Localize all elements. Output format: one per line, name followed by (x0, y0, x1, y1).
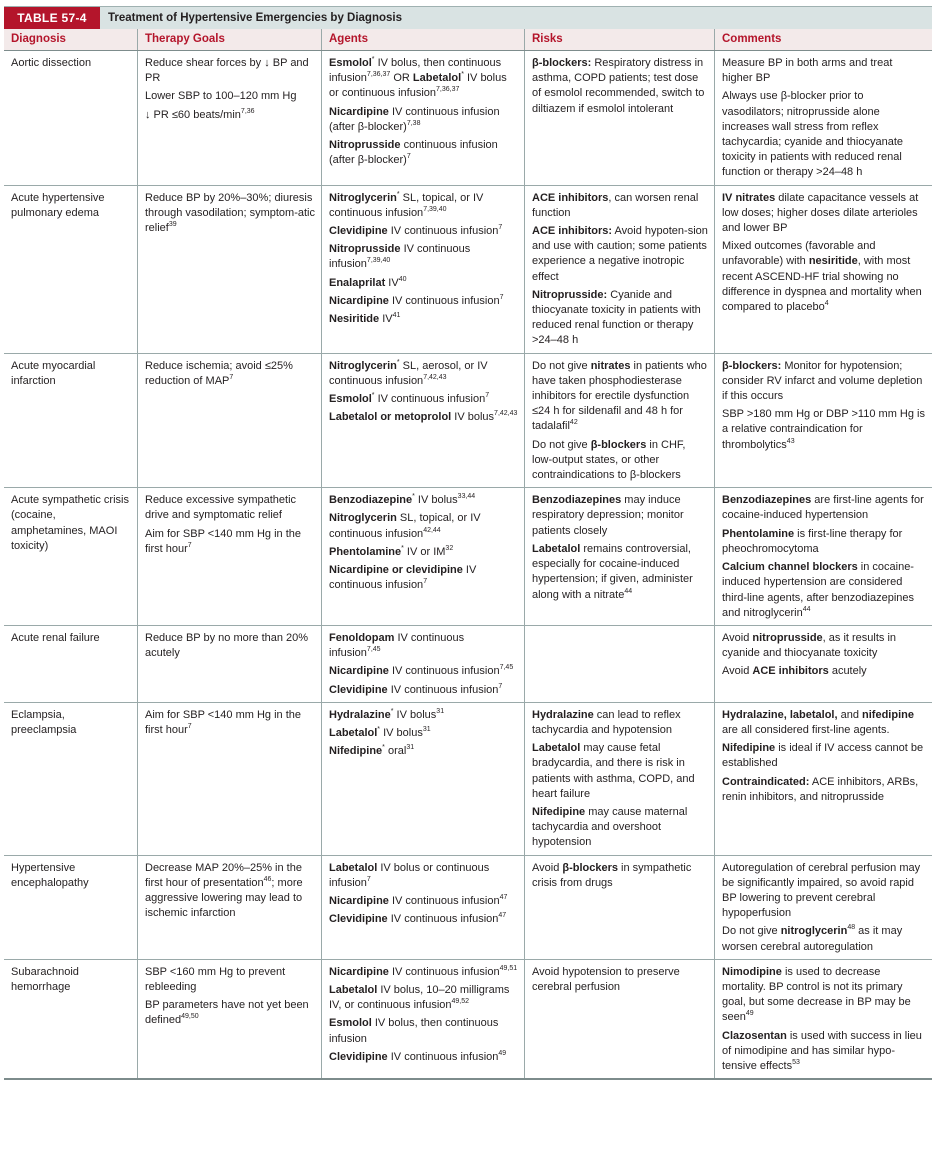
cell-paragraph: Clevidipine IV continuous infusion$^{49}$ (329, 1049, 507, 1063)
table-title-bar (4, 6, 932, 29)
cell-paragraph: Esmolol IV bolus, then continuous infusion (329, 1017, 499, 1045)
cell-paragraph: Avoid β-blockers in sympathetic crisis from drugs (532, 861, 692, 889)
cell-paragraph: Measure BP in both arms and treat higher BP (722, 57, 893, 85)
cell-paragraph: Clevidipine IV continuous infusion$^7$ (329, 682, 503, 696)
cell-paragraph: Nicardipine IV continuous infusion$^{49,51}$ (329, 964, 518, 978)
cell-paragraph: Labetalol may cause fetal bradycardia, and there is risk in patients with asthma, COPD, and heart failure (532, 742, 695, 800)
cell-paragraph: Nitroglycerin* SL, topical, or IV continuous infusion$^{7,39,40}$ (329, 190, 484, 219)
risks-cell (524, 51, 714, 185)
cell-paragraph: Do not give nitroglycerin$^{48}$ as it may worsen cerebral autoregulation (722, 924, 903, 953)
therapy-goals-cell (137, 354, 321, 488)
cell-paragraph: Reduce BP by 20%–30%; diuresis through vasodilation; symptom-atic relief$^{39}$ (145, 191, 315, 235)
cell-paragraph: Reduce ischemia; avoid ≤25% reduction of MAP$^7$ (145, 359, 293, 387)
cell-paragraph: Aortic dissection (11, 57, 92, 69)
cell-paragraph: Reduce BP by no more than 20% acutely (145, 631, 309, 660)
comments-cell (714, 51, 932, 185)
cell-paragraph: Nitroprusside continuous infusion (after β-blocker)$^7$ (329, 139, 498, 167)
cell-paragraph: Aim for SBP <140 mm Hg in the first hour$^7$ (145, 527, 302, 555)
agents-cell (321, 960, 524, 1078)
table-title: Treatment of Hypertensive Emergencies by Diagnosis (108, 12, 402, 24)
risks-cell (524, 856, 714, 959)
cell-paragraph: Decrease MAP 20%–25% in the first hour of presentation$^{46}$; more aggressive lowering may lead to ischemic infarction (145, 861, 303, 920)
cell-paragraph: Labetalol* IV bolus$^{31}$ (329, 725, 431, 739)
cell-paragraph: Calcium channel blockers in cocaine-induced hypertension are considered third-line agents, after benzodiazepines and nitroglycerin$^{44}$ (722, 561, 915, 619)
cell-paragraph: Benzodiazepines are first-line agents for cocaine-induced hypertension (722, 494, 924, 522)
risks-cell (524, 960, 714, 1078)
cell-paragraph: Acute myocardial infarction (11, 359, 96, 387)
table-row (4, 354, 932, 489)
cell-paragraph: Hydralazine can lead to reflex tachycardia and hypotension (532, 708, 681, 736)
cell-paragraph: Esmolol* IV bolus, then continuous infusion$^{7,36,37}$ OR Labetalol* IV bolus or continuous infusion$^{7,36,37}$ (329, 56, 507, 100)
cell-paragraph: Nicardipine IV continuous infusion$^7$ (329, 293, 504, 307)
cell-paragraph: ACE inhibitors: Avoid hypoten-sion and use with caution; some patients experience a negative inotropic effect (532, 225, 708, 283)
cell-paragraph: Nicardipine IV continuous infusion$^{47}$ (329, 893, 508, 907)
therapy-goals-cell (137, 856, 321, 959)
cell-paragraph: Avoid hypotension to preserve cerebral perfusion (532, 965, 680, 993)
cell-paragraph: Nitroprusside IV continuous infusion$^{7,39,40}$ (329, 243, 471, 271)
therapy-goals-cell (137, 960, 321, 1078)
cell-paragraph: Phentolamine* IV or IM$^{32}$ (329, 544, 454, 558)
cell-paragraph: Nifedipine* oral$^{31}$ (329, 744, 415, 758)
cell-paragraph: ACE inhibitors, can worsen renal function (532, 191, 699, 219)
cell-paragraph: Nitroglycerin SL, topical, or IV continuous infusion$^{42,44}$ (329, 512, 481, 540)
cell-paragraph: Clazosentan is used with success in lieu of nimodipine and has similar hypo-tensive effects$^{53}$ (722, 1029, 922, 1072)
table-body (4, 51, 932, 1080)
agents-cell (321, 488, 524, 625)
therapy-goals-cell (137, 51, 321, 185)
cell-paragraph: Do not give nitrates in patients who have taken phosphodiesterase inhibitors for erectile dysfunction ≤24 h for sildenafil and 48 h for tadalafil$^{42}$ (532, 359, 707, 433)
cell-paragraph: Hydralazine, labetalol, and nifedipine are all considered first-line agents. (722, 708, 914, 736)
comments-cell (714, 354, 932, 488)
cell-paragraph: ↓ PR ≤60 beats/$\min^{7,36}$ (145, 107, 255, 121)
cell-paragraph: SBP <160 mm Hg to prevent rebleeding (145, 965, 286, 993)
cell-paragraph: Lower SBP to 100–120 mm Hg (145, 90, 297, 103)
cell-paragraph: Fenoldopam IV continuous infusion$^{7,45}$ (329, 631, 465, 660)
cell-paragraph: Nicardipine IV continuous infusion$^{7,45}$ (329, 664, 514, 678)
cell-paragraph: Aim for SBP <140 mm Hg in the first hour$^7$ (145, 708, 302, 736)
table-row (4, 626, 932, 703)
cell-paragraph: Reduce shear forces by ↓ BP and PR (145, 57, 309, 85)
cell-paragraph: Nicardipine or clevidipine IV continuous infusion$^7$ (329, 564, 477, 592)
agents-cell (321, 186, 524, 353)
table-row (4, 703, 932, 856)
table-row (4, 856, 932, 960)
agents-cell (321, 626, 524, 702)
diagnosis-cell (4, 354, 137, 488)
cell-paragraph: Subarachnoid hemorrhage (11, 965, 79, 993)
cell-paragraph: β-blockers: Monitor for hypotension; consider RV infarct and volume depletion if this occurs (722, 359, 923, 403)
agents-cell (321, 856, 524, 959)
header-therapy-goals: Therapy Goals (137, 29, 321, 50)
comments-cell (714, 488, 932, 625)
risks-cell (524, 354, 714, 488)
cell-paragraph: Nicardipine IV continuous infusion (after β-blocker)$^{7,38}$ (329, 105, 500, 133)
cell-paragraph: Contraindicated: ACE inhibitors, ARBs, renin inhibitors, and nitroprusside (722, 775, 919, 803)
therapy-goals-cell (137, 626, 321, 702)
diagnosis-cell (4, 186, 137, 353)
diagnosis-cell (4, 703, 137, 855)
comments-cell (714, 626, 932, 702)
cell-paragraph: Autoregulation of cerebral perfusion may be significantly impaired, so avoid rapid BP lowering to prevent cerebral hypoperfusion (722, 861, 921, 920)
cell-paragraph: Acute sympathetic crisis (cocaine, amphetamines, MAOI toxicity) (11, 494, 129, 552)
comments-cell (714, 960, 932, 1078)
cell-paragraph: Do not give β-blockers in CHF, low-output states, or other contraindications to β-blockers (532, 438, 686, 482)
risks-cell (524, 626, 714, 702)
diagnosis-cell (4, 626, 137, 702)
table-row (4, 51, 932, 186)
risks-cell (524, 703, 714, 855)
comments-cell (714, 856, 932, 959)
therapy-goals-cell (137, 488, 321, 625)
diagnosis-cell (4, 51, 137, 185)
table-header-row (4, 29, 932, 51)
table-number-label: TABLE 57-4 (4, 7, 100, 29)
cell-paragraph: Phentolamine is first-line therapy for pheochromocytoma (722, 527, 903, 555)
table-container (4, 6, 932, 1080)
cell-paragraph: Hypertensive encephalopathy (11, 861, 89, 889)
cell-paragraph: Reduce excessive sympathetic drive and symptomatic relief (145, 494, 297, 522)
therapy-goals-cell (137, 186, 321, 353)
cell-paragraph: Acute renal failure (11, 631, 100, 644)
cell-paragraph: Nesiritide IV$^{41}$ (329, 312, 401, 326)
cell-paragraph: Mixed outcomes (favorable and unfavorable) with nesiritide, with most recent ASCEND-HF trial showing no difference in dyspnea and mortality when compared to placebo$^4$ (722, 240, 922, 314)
diagnosis-cell (4, 488, 137, 625)
comments-cell (714, 703, 932, 855)
comments-cell (714, 186, 932, 353)
cell-paragraph: Esmolol* IV continuous infusion$^7$ (329, 392, 490, 406)
header-diagnosis: Diagnosis (11, 33, 66, 45)
cell-paragraph: Nitroglycerin* SL, aerosol, or IV continuous infusion$^{7,42,43}$ (329, 358, 488, 387)
cell-paragraph: Clevidipine IV continuous infusion$^7$ (329, 224, 503, 238)
cell-paragraph: IV nitrates dilate capacitance vessels at low doses; higher doses dilate arterioles and lower BP (722, 191, 919, 235)
agents-cell (321, 703, 524, 855)
cell-paragraph: Labetalol IV bolus, 10–20 milligrams IV, or continuous infusion$^{49,52}$ (329, 983, 510, 1012)
cell-paragraph: Labetalol IV bolus or continuous infusion$^7$ (329, 861, 490, 889)
cell-paragraph: Labetalol or metoprolol IV bolus$^{7,42,43}$ (329, 410, 518, 424)
therapy-goals-cell (137, 703, 321, 855)
cell-paragraph: Nitroprusside: Cyanide and thiocyanate toxicity in patients with reduced renal function or therapy >24–48 h (532, 288, 701, 347)
agents-cell (321, 51, 524, 185)
cell-paragraph: Avoid nitroprusside, as it results in cyanide and thiocyanate toxicity (722, 631, 897, 660)
cell-paragraph: Nifedipine is ideal if IV access cannot be established (722, 742, 924, 770)
cell-paragraph: Acute hypertensive pulmonary edema (11, 191, 105, 219)
diagnosis-cell (4, 960, 137, 1078)
cell-paragraph: Hydralazine* IV bolus$^{31}$ (329, 707, 445, 721)
risks-cell (524, 488, 714, 625)
cell-paragraph: Eclampsia, preeclampsia (11, 708, 77, 736)
header-risks: Risks (524, 29, 714, 50)
cell-paragraph: BP parameters have not yet been defined$^{49,50}$ (145, 999, 309, 1027)
cell-paragraph: β-blockers: Respiratory distress in asthma, COPD patients; test dose of esmolol recommended, switch to diltiazem if esmolol intolerant (532, 57, 705, 115)
cell-paragraph: Clevidipine IV continuous infusion$^{47}$ (329, 912, 507, 926)
diagnosis-cell (4, 856, 137, 959)
cell-paragraph: Labetalol remains controversial, especially for cocaine-induced hypertension; if given, administer along with a nitrate$^{44}$ (532, 542, 693, 601)
cell-paragraph: SBP >180 mm Hg or DBP >110 mm Hg is a relative contraindication for thrombolytics$^{43}$ (722, 408, 925, 451)
table-row (4, 186, 932, 354)
risks-cell (524, 186, 714, 353)
cell-paragraph: Benzodiazepine* IV bolus$^{33,44}$ (329, 493, 476, 507)
table-row (4, 960, 932, 1080)
table-row (4, 488, 932, 626)
cell-paragraph: Nimodipine is used to decrease mortality. BP control is not its primary goal, but some decrease in BP may be seen$^{49}$ (722, 965, 911, 1024)
header-agents: Agents (321, 29, 524, 50)
cell-paragraph: Nifedipine may cause maternal tachycardia and overshoot hypotension (532, 805, 688, 849)
cell-paragraph: Always use β-blocker prior to vasodilators; nitroprusside alone increases wall stress from reflex tachycardia; cyanide and thiocyanate toxicity in patients with reduced renal function or therapy >24–48 h (722, 90, 904, 179)
cell-paragraph: Benzodiazepines may induce respiratory depression; monitor patients closely (532, 494, 684, 537)
header-comments: Comments (714, 29, 932, 50)
agents-cell (321, 354, 524, 488)
cell-paragraph: Enalaprilat IV$^{40}$ (329, 275, 407, 289)
cell-paragraph: Avoid ACE inhibitors acutely (722, 665, 867, 678)
